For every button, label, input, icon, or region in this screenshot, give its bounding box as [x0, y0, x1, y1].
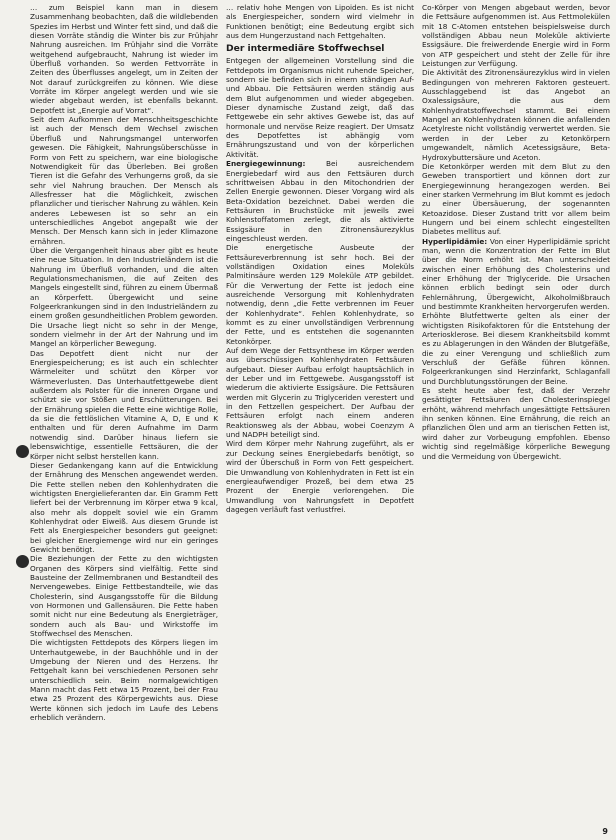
body-paragraph [422, 68, 610, 161]
paragraph-text: Das Depotfett dient nicht nur der Energiespeicherung; es ist auch ein schlechter Wärmeleiter und schützt den Körper vor Wärmeverlusten. Das Unterhautfettgewebe dient außerdem als Polster für die inneren Organe und schützt sie vor Stößen und Erschütterungen. Bei der Ernährung spielen die Fette eine wichtige Rolle, da sie die fettlöslichen Vitamine A, D, E und K enthalten und für deren Aufnahme im Darm notwendig sind. Darüber hinaus liefern sie lebenswichtige, essentielle Fettsäuren, die der Körper nicht selbst herstellen kann. [30, 348, 218, 461]
body-paragraph [30, 246, 218, 349]
body-paragraph [422, 3, 610, 68]
paragraph-text: Die Ketonkörper werden mit dem Blut zu den Geweben transportiert und können dort zur Energiegewinnung herangezogen werden. Bei einer starken Vermehrung im Blut kommt es jedoch zu einer Übersäuerung, der sogenannten Ketoazidose. Dieser Zustand tritt vor allem beim Hungern und bei einem schlecht eingestellten Diabetes mellitus auf. [422, 161, 610, 237]
paragraph-lead: Hyperlipidämie: [422, 236, 488, 246]
body-paragraph [226, 243, 414, 346]
body-paragraph [30, 3, 218, 115]
body-paragraph [226, 56, 414, 159]
page-number: 9 [602, 827, 608, 836]
body-paragraph [422, 311, 610, 386]
body-paragraph [226, 439, 414, 514]
paragraph-text: Die Beziehungen der Fette zu den wichtigsten Organen des Körpers sind vielfältig. Fette sind Bausteine der Zellmembranen und Bestandteil des Nervengewebes. Einige Fettbestandteile, wie das Cholesterin, sind Ausgangsstoffe für die Bildung von Hormonen und Gallensäuren. Die Fette haben somit nicht nur eine Bedeutung als Energieträger, sondern auch als Bau- und Wirkstoffe im Stoffwechsel des Menschen. [30, 554, 218, 639]
paragraph-text: Über die Vergangenheit hinaus aber gibt es heute eine neue Situation. In den Industrieländern ist die Nahrung im Überfluß vorhanden, und die alten Regulationsmechanismen, die auf Zeiten des Mangels eingestellt sind, führen zu einem Übermaß an Körperfett. Übergewicht und seine Folgeerkrankungen sind in den Industrieländern zu einem großen gesundheitlichen Problem geworden. Die Ursache liegt nicht so sehr in der Menge, sondern vielmehr in der Art der Nahrung und im Mangel an körperlicher Bewegung. [30, 245, 218, 349]
text-column-3 [422, 3, 610, 836]
punch-hole-bottom [16, 555, 29, 568]
paragraph-text: Die Aktivität des Zitronensäurezyklus wird in vielen Bedingungen von mehreren Faktoren gesteuert. Ausschlaggebend ist das Angebot an Oxalessigsäure, die aus dem Kohlenhydratstoffwechsel stammt. Bei einem Mangel an Kohlenhydraten können die anfallenden Acetylreste nicht vollständig verwertet werden. Sie werden in der Leber zu Ketonkörpern umgewandelt, nämlich Acetessigsäure, Beta-Hydroxybuttersäure und Aceton. [422, 68, 610, 162]
body-paragraph [30, 461, 218, 554]
body-paragraph [226, 346, 414, 439]
punch-hole-top [16, 445, 29, 458]
paragraph-text: Entgegen der allgemeinen Vorstellung sind die Fettdepots im Organismus nicht ruhende Speicher, sondern sie befinden sich in einem ständigen Auf- und Abbau. Die Fettsäuren werden ständig aus dem Blut aufgenommen und wieder abgegeben. Dieser dynamische Zustand zeigt, daß das Fettgewebe ein sehr aktives Gewebe ist, das auf hormonale und nervöse Reize reagiert. Der Umsatz des Depotfettes ist abhängig vom Ernährungszustand und von der körperlichen Aktivität. [226, 56, 414, 159]
body-paragraph [422, 237, 610, 312]
paragraph-text: … relativ hohe Mengen von Lipoiden. Es ist nicht als Energiespeicher, sondern wird vielmehr in Funktionen benötigt; eine Bedeutung ergibt sich aus dem Hungerzustand nach Fettgehalten. [226, 3, 414, 41]
paragraph-text: Bei ausreichendem Energiebedarf wird aus den Fettsäuren durch schrittweisen Abbau in den Mitochondrien der Zellen Energie gewonnen. Dieser Vorgang wird als Beta-Oxidation bezeichnet. Dabei werden die Fettsäuren in Bruchstücke mit jeweils zwei Kohlenstoffatomen zerlegt, die als aktivierte Essigsäure in den Zitronensäurezyklus eingeschleust werden. [226, 159, 414, 243]
body-paragraph [30, 115, 218, 246]
paragraph-text: Erhöhte Blutfettwerte gelten als einer der wichtigsten Risikofaktoren für die Entstehung der Arteriosklerose. Bei diesem Krankheitsbild kommt es zu Ablagerungen in den Wänden der Blutgefäße, die zu einer Verengung und schließlich zum Verschluß der Gefäße führen können. Folgeerkrankungen sind Herzinfarkt, Schlaganfall und Durchblutungsstörungen der Beine. [422, 311, 610, 386]
body-paragraph [422, 386, 610, 461]
paragraph-text: Wird dem Körper mehr Nahrung zugeführt, als er zur Deckung seines Energiebedarfs benötigt, so wird der Überschuß in Form von Fett gespeichert. Die Umwandlung von Kohlenhydraten in Fett ist ein energieaufwendiger Prozeß, bei dem etwa 25 Prozent der Energie verlorengehen. Die Umwandlung von Nahrungsfett in Depotfett dagegen verläuft fast verlustfrei. [226, 439, 414, 514]
body-paragraph [30, 349, 218, 461]
paragraph-lead: Energiegewinnung: [226, 159, 306, 169]
text-column-1 [30, 3, 218, 836]
paragraph-text: Die wichtigsten Fettdepots des Körpers liegen im Unterhautgewebe, in der Bauchhöhle und in der Umgebung der Nieren und des Herzens. Ihr Fettgehalt kann bei verschiedenen Personen sehr unterschiedlich sein. Beim normalgewichtigen Mann macht das Fett etwa 15 Prozent, bei der Frau etwa 25 Prozent des Körpergewichts aus. Diese Werte können sich jedoch im Laufe des Lebens erheblich verändern. [30, 638, 218, 723]
paragraph-text: Co-Körper von Mengen abgebaut werden, bevor die Fettsäure aufgenommen ist. Aus Fettmolekülen mit 18 C-Atomen entstehen beispielsweise durch vollständigen Abbau neun Moleküle aktivierte Essigsäure. Die freiwerdende Energie wird in Form von ATP gespeichert und steht der Zelle für ihre Leistungen zur Verfügung. [422, 3, 610, 69]
section-heading: Der intermediäre Stoffwechsel [226, 43, 385, 55]
body-paragraph [226, 3, 414, 40]
paragraph-text: Dieser Gedankengang kann auf die Entwicklung der Ernährung des Menschen angewendet werden. Die Fette stellen neben den Kohlenhydraten die wichtigsten Energielieferanten dar. Ein Gramm Fett liefert bei der Verbrennung im Körper etwa 9 kcal, also mehr als doppelt soviel wie ein Gramm Kohlenhydrat oder Eiweiß. Aus diesem Grunde ist Fett als Energiespeicher besonders gut geeignet: bei gleicher Energiemenge wird nur ein geringes Gewicht benötigt. [30, 460, 218, 554]
paragraph-text: Die energetische Ausbeute der Fettsäureverbrennung ist sehr hoch. Bei der vollständigen Oxidation eines Moleküls Palmitinsäure werden 129 Moleküle ATP gebildet. Für die Verwertung der Fette ist jedoch eine ausreichende Versorgung mit Kohlenhydraten notwendig, denn „die Fette verbrennen im Feuer der Kohlenhydrate“. Fehlen Kohlenhydrate, so kommt es zu einer unvollständigen Verbrennung der Fette, und es entstehen die sogenannten Ketonkörper. [226, 243, 414, 346]
paragraph-text: Es steht heute aber fest, daß der Verzehr gesättigter Fettsäuren den Cholesterinspiegel erhöht, während mehrfach ungesättigte Fettsäuren ihn senken können. Eine Ernährung, die reich an pflanzlichen Ölen und arm an tierischen Fetten ist, wird daher zur Vorbeugung empfohlen. Ebenso wichtig sind regelmäßige körperliche Bewegung und die Vermeidung von Übergewicht. [422, 386, 610, 461]
body-paragraph [30, 554, 218, 638]
body-paragraph [422, 162, 610, 237]
body-paragraph [30, 638, 218, 722]
text-column-2 [226, 3, 414, 836]
paragraph-text: Seit dem Aufkommen der Menschheitsgeschichte ist auch der Mensch dem Wechsel zwischen Überfluß und Nahrungsmangel unterworfen gewesen. Die Fähigkeit, Nahrungsüberschüsse in Form von Fett zu speichern, war eine biologische Notwendigkeit für das Überleben. Bei großen Tieren ist die Gefahr des Verhungerns groß, da sie sehr viel Nahrung brauchen. Der Mensch als Allesfresser hat die Möglichkeit, zwischen pflanzlicher und tierischer Nahrung zu wählen. Kein anderes Lebewesen ist so sehr an ein unterschiedliches Angebot angepaßt wie der Mensch. Der Mensch kann sich in jeder Klimazone ernähren. [30, 115, 218, 246]
body-paragraph [226, 159, 414, 243]
paragraph-text: Von einer Hyperlipidämie spricht man, wenn die Konzentration der Fette im Blut über die Norm erhöht ist. Man unterscheidet zwischen einer Erhöhung des Cholesterins und einer Erhöhung der Triglyceride. Die Ursachen können erblich bedingt sein oder durch Fehlernährung, Übergewicht, Alkoholmißbrauch und bestimmte Krankheiten hervorgerufen werden. [422, 236, 610, 311]
paragraph-text: … zum Beispiel kann man in diesem Zusammenhang beobachten, daß die wildlebenden Spezies im Herbst und Winter fett sind, und daß die diesen Vorräte ständig die Winter bis zur Frühjahr Nahrung ausreichen. Im Frühjahr sind die Vorräte weitgehend aufgebraucht, Nahrung ist wieder im Überfluß vorhanden. So werden Fettvorräte in Zeiten des Überflusses angelegt, um in Zeiten der Not darauf zurückgreifen zu können. Wie diese Vorräte im Körper angelegt werden und wie sie wieder abgebaut werden, ist ebenfalls bekannt. Depotfett ist „Energie auf Vorrat“. [30, 3, 218, 115]
paragraph-text: Auf dem Wege der Fettsynthese im Körper werden aus überschüssigen Kohlenhydraten Fettsäuren aufgebaut. Dieser Aufbau erfolgt hauptsächlich in der Leber und im Fettgewebe. Ausgangsstoff ist wiederum die aktivierte Essigsäure. Die Fettsäuren werden mit Glycerin zu Triglyceriden verestert und in den Fettzellen gespeichert. Der Aufbau der Fettsäuren erfolgt nach einem anderen Reaktionsweg als der Abbau, wobei Coenzym A und NADPH beteiligt sind. [226, 346, 414, 440]
